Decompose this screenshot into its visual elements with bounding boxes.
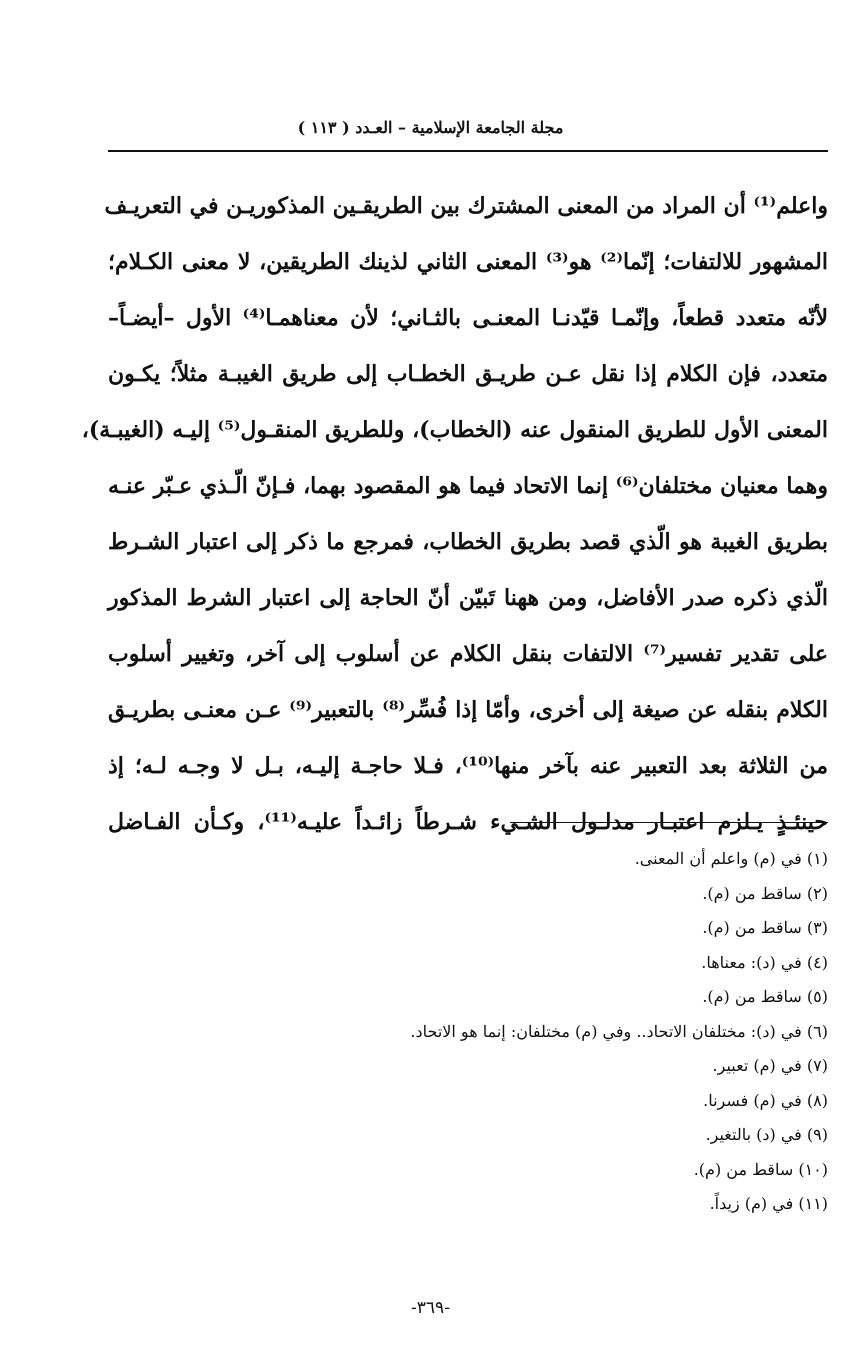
body-line: وهما معنيان مختلفان⁽⁶⁾ إنما الاتحاد فيما هو المقصود بهما، فـإنّ الّـذي عـبّر عنـه xyxy=(108,473,828,499)
body-line: الكلام بنقله عن صيغة إلى أخرى، وأمّا إذا فُسِّر⁽⁸⁾ بالتعبير⁽⁹⁾ عـن معنـى بطريـق xyxy=(108,697,828,723)
footnote: (٩) في (د) بالتغير. xyxy=(705,1125,828,1144)
footnote: (١١) في (م) زيداً. xyxy=(709,1194,828,1213)
footnotes xyxy=(108,842,828,1222)
body-line: متعدد، فإن الكلام إذا نقل عـن طريـق الخطـاب إلى طريق الغيبـة مثلاً؛ يكـون xyxy=(108,361,828,387)
body-line: لأنّه متعدد قطعاً، وإنّمـا قيّدنـا المعنـى بالثـاني؛ لأن معناهمـا⁽⁴⁾ الأول –أيضـاً– xyxy=(108,305,828,331)
footnote: (٦) في (د): مختلفان الاتحاد.. وفي (م) مختلفان: إنما هو الاتحاد. xyxy=(410,1021,828,1041)
footnote: (٣) ساقط من (م). xyxy=(702,918,828,937)
footnote: (٧) في (م) تعبير. xyxy=(712,1056,828,1075)
footnote: (١٠) ساقط من (م). xyxy=(693,1159,828,1179)
header-divider xyxy=(108,150,828,152)
body-line: حينئـذٍ يـلزم اعتبـار مدلـول الشـيء شـرطاً زائـداً عليـه⁽¹¹⁾، وكـأن الفـاضل xyxy=(108,809,829,835)
journal-header: مجلة الجامعة الإسلامية – العـدد ( ١١٣ ) xyxy=(297,118,564,137)
body-line: من الثلاثة بعد التعبير عنه بآخر منها⁽¹⁰⁾، فـلا حاجـة إليـه، بـل لا وجـه لـه؛ إذ xyxy=(108,753,828,779)
footnote-divider xyxy=(510,822,828,823)
page-number: -٣٦٩- xyxy=(411,1298,450,1318)
body-line: واعلم⁽¹⁾ أن المراد من المعنى المشترك بين الطريقـين المذكوريـن في التعريـف xyxy=(104,193,828,219)
body-line: المشهور للالتفات؛ إنّما⁽²⁾ هو⁽³⁾ المعنى الثاني لذينك الطريقين، لا معنى الكـلام؛ xyxy=(108,249,828,275)
footnote: (٥) ساقط من (م). xyxy=(702,987,828,1006)
body-line: الّذي ذكره صدر الأفاضل، ومن ههنا تَبيّن أنّ الحاجة إلى اعتبار الشرط المذكور xyxy=(108,585,828,611)
footnote: (١) في (م) واعلم أن المعنى. xyxy=(634,849,828,868)
footnote: (٢) ساقط من (م). xyxy=(702,883,828,903)
footnote: (٨) في (م) فسرنا. xyxy=(703,1090,828,1110)
body-line: المعنى الأول للطريق المنقول عنه (الخطاب)، وللطريق المنقـول⁽⁵⁾ إليـه (الغيبـة)، xyxy=(81,417,828,443)
footnote: (٤) في (د): معناها. xyxy=(701,952,828,972)
body-text xyxy=(81,178,829,850)
body-line: بطريق الغيبة هو الّذي قصد بطريق الخطاب، فمرجع ما ذكر إلى اعتبار الشـرط xyxy=(108,529,828,555)
body-line: على تقدير تفسير⁽⁷⁾ الالتفات بنقل الكلام عن أسلوب إلى آخر، وتغيير أسلوب xyxy=(108,641,829,667)
